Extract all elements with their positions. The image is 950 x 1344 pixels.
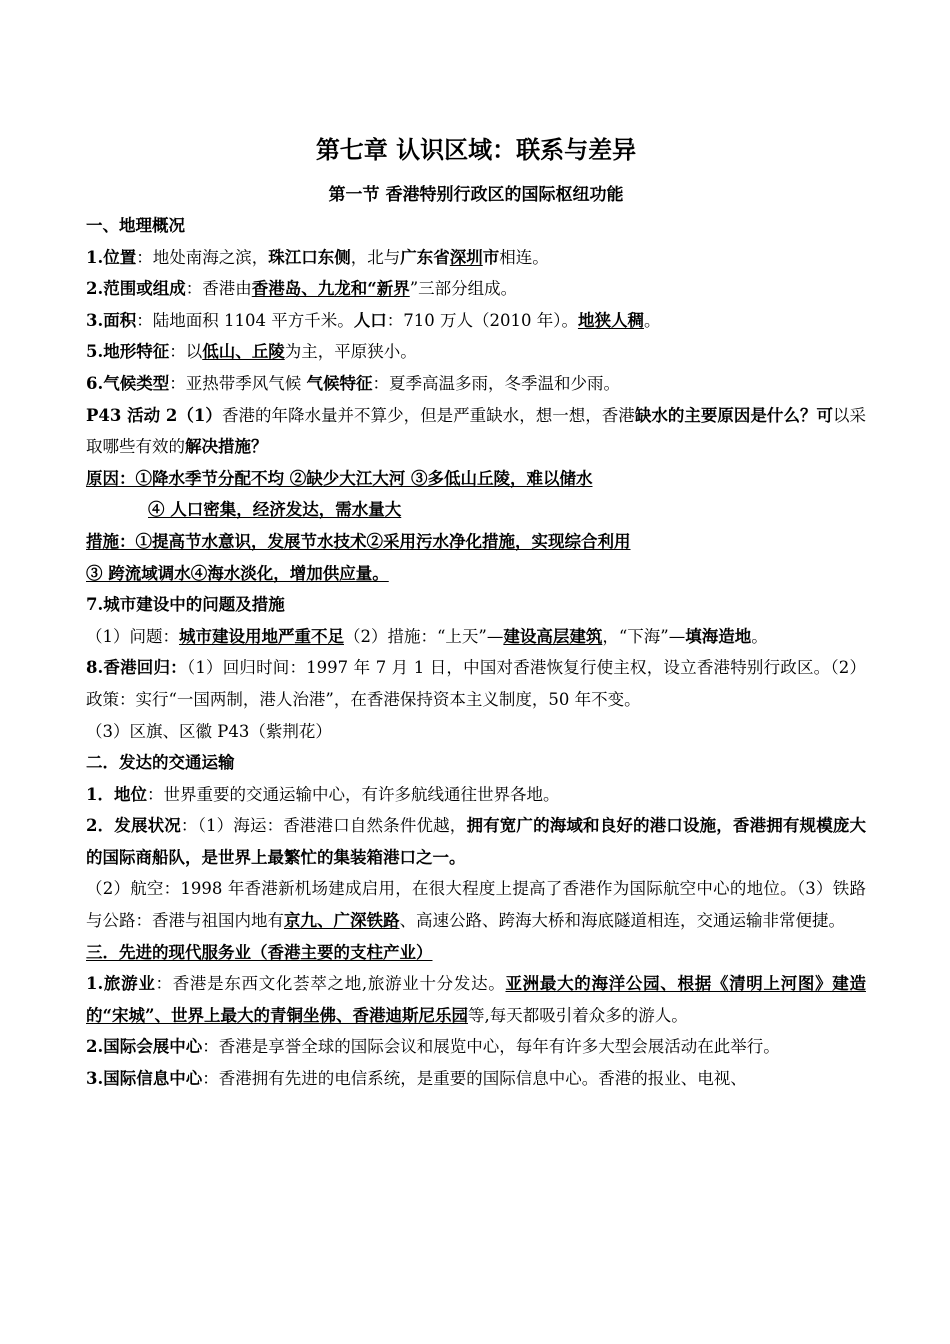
answer-causes-cont: ④ 人口密集，经济发达，需水量大 bbox=[148, 500, 402, 520]
transport-status: 1．地位：世界重要的交通运输中心，有许多航线通往世界各地。 bbox=[86, 784, 560, 804]
services-tourism: 1.旅游业：香港是东西文化荟萃之地,旅游业十分发达。亚洲最大的海洋公园、根据《清明上河图》建造的“宋城”、世界上最大的青铜坐佛、香港迪斯尼乐园等,每天都吸引着众多的游人。 bbox=[86, 974, 866, 1025]
chapter-title: 第七章 认识区域：联系与差异 bbox=[315, 135, 637, 164]
heading-transport: 二．发达的交通运输 bbox=[86, 753, 235, 773]
item-terrain: 5.地形特征：以低山、丘陵为主，平原狭小。 bbox=[86, 342, 417, 362]
item-composition: 2.范围或组成：香港由香港岛、九龙和“新界”三部分组成。 bbox=[86, 279, 518, 299]
heading-geography: 一、地理概况 bbox=[86, 216, 185, 235]
handover-flag: （3）区旗、区徽 P43（紫荆花） bbox=[86, 721, 332, 741]
answer-measures-cont: ③ 跨流域调水④海水淡化，增加供应量。 bbox=[86, 563, 389, 583]
item-area: 3.面积：陆地面积 1104 平方千米。人口：710 万人（2010 年）。地狭人稠。 bbox=[86, 310, 661, 330]
transport-air-rail: （2）航空：1998 年香港新机场建成启用，在很大程度上提高了香港作为国际航空中心的地位。（3）铁路与公路：香港与祖国内地有京九、广深铁路、高速公路、跨海大桥和海底隧道相连，交通运输非常便捷。 bbox=[86, 879, 866, 931]
answer-causes: 原因：①降水季节分配不均 ②缺少大江大河 ③多低山丘陵，难以储水 bbox=[86, 468, 593, 488]
activity-question: P43 活动 2（1）香港的年降水量并不算少，但是严重缺水，想一想，香港缺水的主要原因是什么？可以采取哪些有效的解决措施？ bbox=[86, 405, 867, 457]
item-location: 1.位置：地处南海之滨，珠江口东侧，北与广东省深圳市相连。 bbox=[86, 247, 549, 267]
section-title: 第一节 香港特别行政区的国际枢纽功能 bbox=[328, 185, 624, 205]
transport-development: 2．发展状况：（1）海运：香港港口自然条件优越，拥有宽广的海域和良好的港口设施，香港拥有规模庞大的国际商船队，是世界上最繁忙的集装箱港口之一。 bbox=[86, 816, 867, 867]
item-handover: 8.香港回归：（1）回归时间：1997 年 7 月 1 日，中国对香港恢复行使主权，设立香港特别行政区。（2）政策：实行“一国两制，港人治港”，在香港保持资本主义制度，50 年不变。 bbox=[86, 658, 866, 709]
item-urban-problems: 7.城市建设中的问题及措施 bbox=[86, 595, 285, 615]
services-information: 3.国际信息中心：香港拥有先进的电信系统，是重要的国际信息中心。香港的报业、电视、 bbox=[86, 1069, 747, 1089]
heading-services: 三．先进的现代服务业（香港主要的支柱产业） bbox=[86, 942, 433, 962]
services-exhibition: 2.国际会展中心：香港是享誉全球的国际会议和展览中心，每年有许多大型会展活动在此举行。 bbox=[86, 1037, 780, 1057]
item-climate: 6.气候类型：亚热带季风气候 气候特征：夏季高温多雨，冬季温和少雨。 bbox=[86, 373, 620, 393]
urban-problems-detail: （1）问题：城市建设用地严重不足（2）措施：“上天”—建设高层建筑，“下海”—填海造地。 bbox=[86, 626, 768, 646]
document-page bbox=[86, 130, 866, 1095]
answer-measures: 措施：①提高节水意识，发展节水技术②采用污水净化措施，实现综合利用 bbox=[86, 531, 631, 551]
